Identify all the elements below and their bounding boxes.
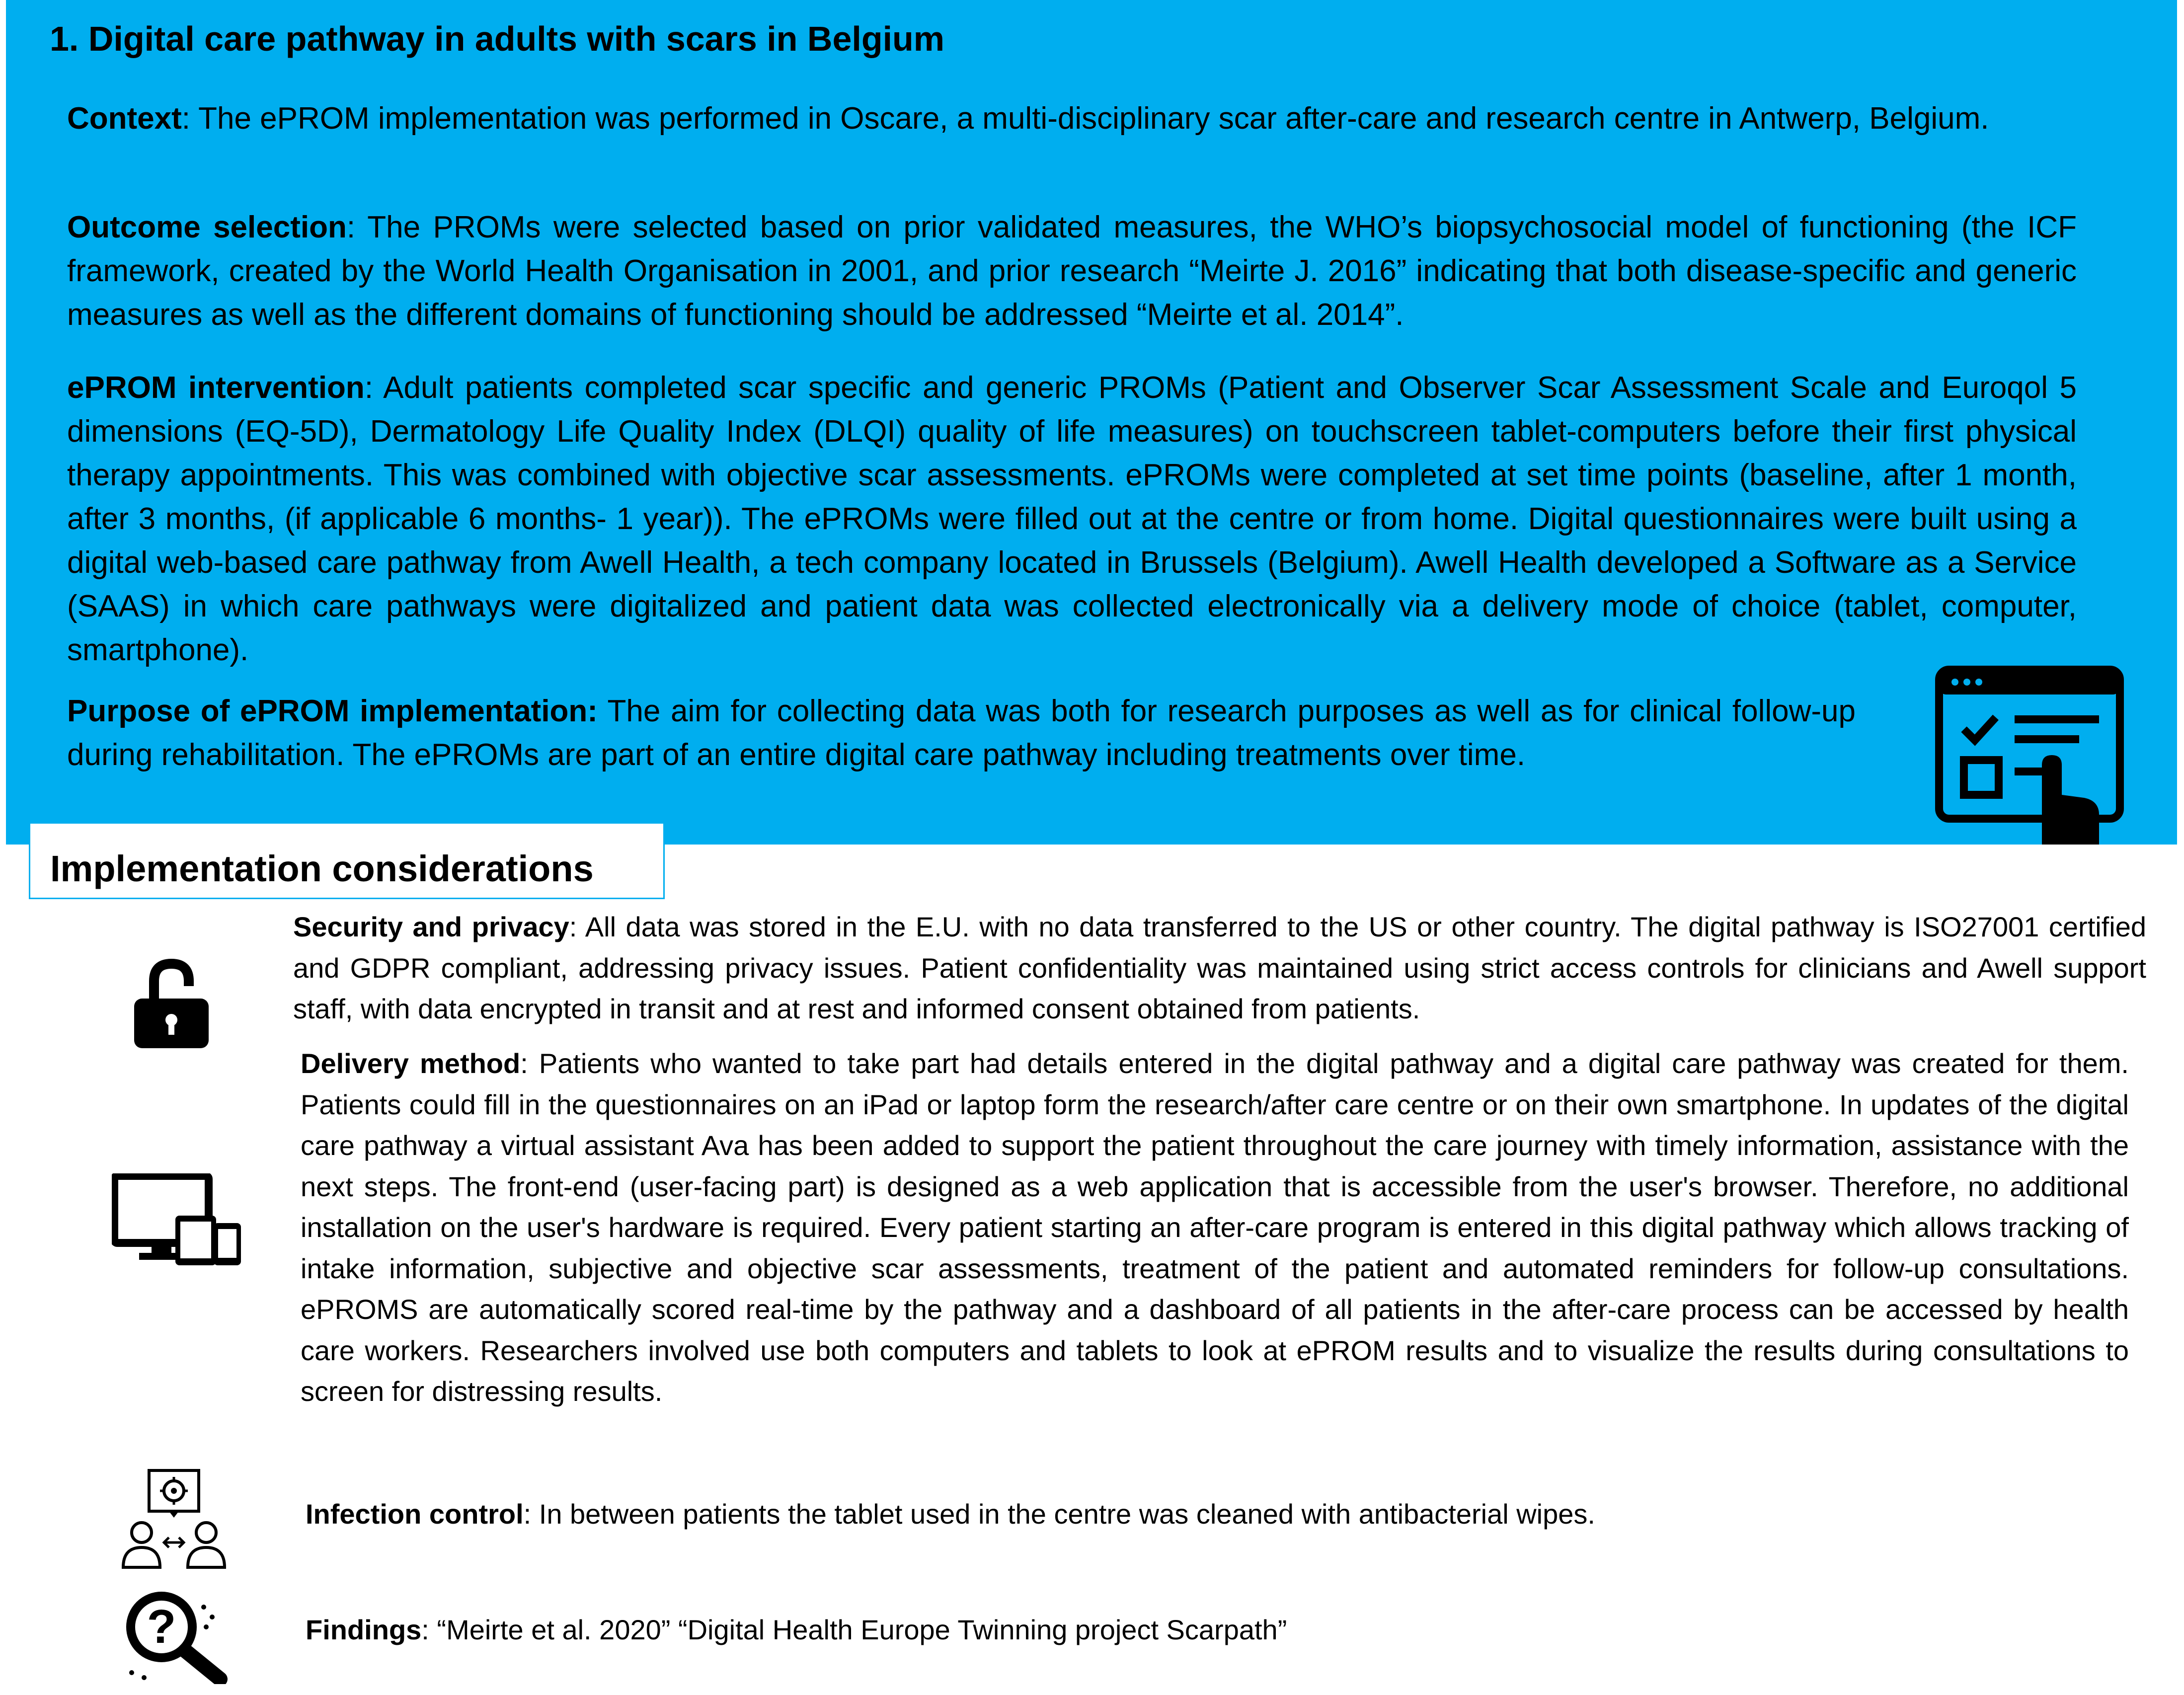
outcome-selection-paragraph xyxy=(67,206,2077,337)
findings-label: Findings xyxy=(306,1614,422,1645)
infection-label: Infection control xyxy=(306,1498,524,1530)
eprom-intervention-paragraph xyxy=(67,366,2077,672)
delivery-text: : Patients who wanted to take part had details entered in the digital pathway and a digital care pathway was created for them. Patients could fill in the questionnaires on an iPad or laptop form the research/after care centre or on their own smartphone. In updates of the digital care pathway a virtual assistant Ava has been added to support the patient throughout the care journey with timely information, assistance with the next steps. The front-end (user-facing part) is designed as a web application that is accessible from the user's browser. Therefore, no additional installation on the user's hardware is required. Every patient starting an after-care program is entered in this digital pathway which allows tracking of intake information, subjective and objective scar assessments, treatment of the patient and automated reminders for follow-up consultations. ePROMS are automatically scored real-time by the pathway and a dashboard of all patients in the after-care process can be accessed by health care workers. Researchers involved use both computers and tablets to look at ePROM results and to visualize the results during consultations to screen for distressing results. xyxy=(301,1048,2129,1407)
context-label: Context xyxy=(67,101,182,136)
tablet-checklist-icon xyxy=(1935,666,2124,845)
lock-icon xyxy=(127,956,216,1051)
eprom-intervention-text: : Adult patients completed scar specific and generic PROMs (Patient and Observer Scar Assessment Scale and Euroqol 5 dimensions (EQ-5D), Dermatology Life Quality Index (DLQI) quality of life measures) on touchscreen tablet-computers before their first physical therapy appointments. This was combined with objective scar assessments. ePROMs were completed at set time points (baseline, after 1 month, after 3 months, (if applicable 6 months- 1 year)). The ePROMs were filled out at the centre or from home. Digital questionnaires were built using a digital web-based care pathway from Awell Health, a tech company located in Brussels (Belgium). Awell Health developed a Software as a Service (SAAS) in which care pathways were digitalized and patient data was collected electronically via a delivery mode of choice (tablet, computer, smartphone). xyxy=(67,371,2077,667)
context-paragraph xyxy=(67,97,2077,141)
context-text: : The ePROM implementation was performed in Oscare, a multi-disciplinary scar after-care and research centre in Antwerp, Belgium. xyxy=(181,101,1989,136)
delivery-label: Delivery method xyxy=(301,1048,521,1079)
security-text: : All data was stored in the E.U. with no data transferred to the US or other country. The digital pathway is ISO27001 certified and GDPR compliant, addressing privacy issues. Patient confidentiality was maintained using strict access controls for clinicians and Awell support staff, with data encrypted in transit and at rest and informed consent obtained from patients. xyxy=(293,911,2146,1024)
security-label: Security and privacy xyxy=(293,911,569,942)
outcome-selection-label: Outcome selection xyxy=(67,210,347,244)
purpose-label: Purpose of ePROM implementation: xyxy=(67,694,598,728)
eprom-intervention-label: ePROM intervention xyxy=(67,371,365,405)
implementation-heading: Implementation considerations xyxy=(29,822,665,899)
devices-icon xyxy=(112,1173,243,1265)
findings-search-icon xyxy=(122,1587,229,1684)
purpose-text: The aim for collecting data was both for research purposes as well as for clinical follow-up during rehabilitation. The ePROMs are part of an entire digital care pathway including treatments over time. xyxy=(67,694,1856,772)
delivery-paragraph xyxy=(301,1043,2129,1412)
svg-text:?: ? xyxy=(147,1600,176,1653)
purpose-paragraph xyxy=(67,690,1856,777)
infection-paragraph xyxy=(306,1494,2094,1535)
outcome-selection-text: : The PROMs were selected based on prior validated measures, the WHO’s biopsychosocial model of functioning (the ICF framework, created by the World Health Organisation in 2001, and prior research “Meirte J. 2016” indicating that both disease-specific and generic measures as well as the different domains of functioning should be addressed “Meirte et al. 2014”. xyxy=(67,210,2077,332)
security-paragraph xyxy=(293,907,2146,1030)
findings-text: : “Meirte et al. 2020” “Digital Health Europe Twinning project Scarpath” xyxy=(421,1614,1287,1645)
infection-control-icon xyxy=(119,1468,229,1572)
page-title: 1. Digital care pathway in adults with scars in Belgium xyxy=(50,19,945,58)
infection-text: : In between patients the tablet used in the centre was cleaned with antibacterial wipes. xyxy=(523,1498,1595,1530)
findings-paragraph xyxy=(306,1610,2094,1651)
